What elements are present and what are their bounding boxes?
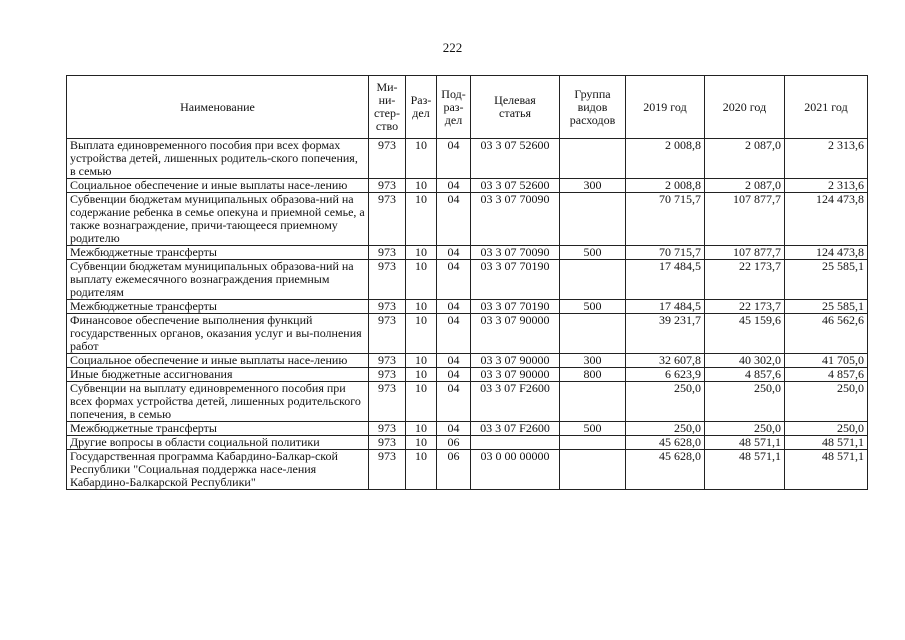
table-row — [67, 422, 868, 436]
cell-ministry: 973 — [369, 354, 406, 368]
cell-section: 10 — [406, 193, 437, 246]
cell-2019: 70 715,7 — [626, 246, 705, 260]
column-header-2020: 2020 год — [705, 76, 785, 139]
cell-subsection: 04 — [437, 193, 471, 246]
cell-name: Иные бюджетные ассигнования — [67, 368, 369, 382]
cell-expense-group: 500 — [560, 422, 626, 436]
cell-subsection: 04 — [437, 368, 471, 382]
cell-2019: 6 623,9 — [626, 368, 705, 382]
cell-section: 10 — [406, 368, 437, 382]
cell-subsection: 04 — [437, 354, 471, 368]
cell-expense-group — [560, 450, 626, 490]
cell-expense-group: 500 — [560, 300, 626, 314]
cell-subsection: 04 — [437, 260, 471, 300]
cell-name: Субвенции на выплату единовременного пособия при всех формах устройства детей, лишенных родительского попечения, в семью — [67, 382, 369, 422]
table-row — [67, 260, 868, 300]
cell-2019: 17 484,5 — [626, 260, 705, 300]
cell-2020: 22 173,7 — [705, 300, 785, 314]
cell-2021: 250,0 — [785, 382, 868, 422]
cell-ministry: 973 — [369, 179, 406, 193]
cell-2019: 250,0 — [626, 382, 705, 422]
page-number: 222 — [442, 40, 463, 55]
table-row — [67, 354, 868, 368]
cell-ministry: 973 — [369, 450, 406, 490]
cell-expense-group — [560, 260, 626, 300]
cell-ministry: 973 — [369, 300, 406, 314]
table-row — [67, 246, 868, 260]
cell-2019: 32 607,8 — [626, 354, 705, 368]
cell-target-article: 03 3 07 90000 — [471, 314, 560, 354]
cell-subsection: 04 — [437, 422, 471, 436]
column-header-group: Группа видов расходов — [560, 76, 626, 139]
column-header-subsection: Под- раз- дел — [437, 76, 471, 139]
cell-2021: 124 473,8 — [785, 246, 868, 260]
cell-expense-group: 800 — [560, 368, 626, 382]
cell-subsection: 04 — [437, 246, 471, 260]
cell-name: Субвенции бюджетам муниципальных образова-ний на выплату ежемесячного вознаграждения приемным родителям — [67, 260, 369, 300]
cell-2021: 2 313,6 — [785, 179, 868, 193]
cell-name: Межбюджетные трансферты — [67, 300, 369, 314]
cell-section: 10 — [406, 450, 437, 490]
table-row — [67, 193, 868, 246]
cell-2019: 2 008,8 — [626, 179, 705, 193]
cell-section: 10 — [406, 246, 437, 260]
cell-2019: 39 231,7 — [626, 314, 705, 354]
column-header-2019: 2019 год — [626, 76, 705, 139]
column-header-target: Целевая статья — [471, 76, 560, 139]
cell-2019: 45 628,0 — [626, 436, 705, 450]
cell-2020: 40 302,0 — [705, 354, 785, 368]
table-row — [67, 300, 868, 314]
cell-expense-group — [560, 193, 626, 246]
cell-target-article: 03 3 07 52600 — [471, 179, 560, 193]
cell-target-article — [471, 436, 560, 450]
cell-target-article: 03 3 07 70190 — [471, 300, 560, 314]
cell-section: 10 — [406, 436, 437, 450]
cell-2020: 48 571,1 — [705, 450, 785, 490]
cell-expense-group: 500 — [560, 246, 626, 260]
table-body — [67, 139, 868, 490]
cell-target-article: 03 3 07 70090 — [471, 193, 560, 246]
cell-2021: 2 313,6 — [785, 139, 868, 179]
cell-subsection: 04 — [437, 314, 471, 354]
cell-subsection: 04 — [437, 139, 471, 179]
cell-2020: 107 877,7 — [705, 246, 785, 260]
cell-name: Социальное обеспечение и иные выплаты насе-лению — [67, 179, 369, 193]
cell-2019: 2 008,8 — [626, 139, 705, 179]
column-header-ministry: Ми- ни- стер- ство — [369, 76, 406, 139]
cell-2019: 70 715,7 — [626, 193, 705, 246]
cell-section: 10 — [406, 314, 437, 354]
cell-subsection: 06 — [437, 450, 471, 490]
cell-2021: 48 571,1 — [785, 436, 868, 450]
column-header-name: Наименование — [67, 76, 369, 139]
cell-section: 10 — [406, 300, 437, 314]
column-header-2021: 2021 год — [785, 76, 868, 139]
cell-2021: 25 585,1 — [785, 300, 868, 314]
cell-2019: 45 628,0 — [626, 450, 705, 490]
cell-2020: 48 571,1 — [705, 436, 785, 450]
cell-target-article: 03 3 07 70190 — [471, 260, 560, 300]
cell-target-article: 03 3 07 F2600 — [471, 382, 560, 422]
cell-expense-group — [560, 382, 626, 422]
cell-ministry: 973 — [369, 368, 406, 382]
cell-2021: 250,0 — [785, 422, 868, 436]
cell-expense-group — [560, 314, 626, 354]
cell-section: 10 — [406, 179, 437, 193]
cell-target-article: 03 3 07 52600 — [471, 139, 560, 179]
cell-subsection: 06 — [437, 436, 471, 450]
cell-target-article: 03 3 07 90000 — [471, 354, 560, 368]
cell-ministry: 973 — [369, 246, 406, 260]
cell-2021: 4 857,6 — [785, 368, 868, 382]
cell-2020: 2 087,0 — [705, 139, 785, 179]
cell-ministry: 973 — [369, 314, 406, 354]
cell-ministry: 973 — [369, 422, 406, 436]
cell-name: Финансовое обеспечение выполнения функций государственных органов, оказания услуг и вы-полнения работ — [67, 314, 369, 354]
cell-ministry: 973 — [369, 382, 406, 422]
cell-target-article: 03 3 07 70090 — [471, 246, 560, 260]
cell-2020: 22 173,7 — [705, 260, 785, 300]
budget-table — [66, 75, 868, 490]
table-row — [67, 314, 868, 354]
cell-2021: 124 473,8 — [785, 193, 868, 246]
cell-section: 10 — [406, 260, 437, 300]
cell-2019: 250,0 — [626, 422, 705, 436]
cell-subsection: 04 — [437, 382, 471, 422]
cell-2020: 4 857,6 — [705, 368, 785, 382]
cell-section: 10 — [406, 382, 437, 422]
table-row — [67, 436, 868, 450]
table-row — [67, 139, 868, 179]
cell-ministry: 973 — [369, 260, 406, 300]
column-header-section: Раз- дел — [406, 76, 437, 139]
cell-target-article: 03 3 07 90000 — [471, 368, 560, 382]
cell-section: 10 — [406, 139, 437, 179]
cell-ministry: 973 — [369, 436, 406, 450]
cell-expense-group: 300 — [560, 354, 626, 368]
cell-ministry: 973 — [369, 193, 406, 246]
cell-2019: 17 484,5 — [626, 300, 705, 314]
cell-expense-group — [560, 436, 626, 450]
cell-section: 10 — [406, 354, 437, 368]
cell-2021: 25 585,1 — [785, 260, 868, 300]
table-row — [67, 179, 868, 193]
cell-name: Межбюджетные трансферты — [67, 422, 369, 436]
cell-name: Другие вопросы в области социальной политики — [67, 436, 369, 450]
cell-name: Выплата единовременного пособия при всех формах устройства детей, лишенных родитель-ского попечения, в семью — [67, 139, 369, 179]
cell-ministry: 973 — [369, 139, 406, 179]
cell-subsection: 04 — [437, 300, 471, 314]
header-row — [67, 76, 868, 139]
table-row — [67, 450, 868, 490]
cell-2020: 45 159,6 — [705, 314, 785, 354]
cell-name: Социальное обеспечение и иные выплаты насе-лению — [67, 354, 369, 368]
cell-expense-group — [560, 139, 626, 179]
cell-section: 10 — [406, 422, 437, 436]
cell-expense-group: 300 — [560, 179, 626, 193]
cell-2021: 46 562,6 — [785, 314, 868, 354]
table-row — [67, 382, 868, 422]
cell-name: Межбюджетные трансферты — [67, 246, 369, 260]
cell-2020: 2 087,0 — [705, 179, 785, 193]
cell-subsection: 04 — [437, 179, 471, 193]
cell-2021: 41 705,0 — [785, 354, 868, 368]
cell-target-article: 03 3 07 F2600 — [471, 422, 560, 436]
cell-name: Государственная программа Кабардино-Балкар-ской Республики "Социальная поддержка насе-ления Кабардино-Балкарской Республики" — [67, 450, 369, 490]
cell-name: Субвенции бюджетам муниципальных образова-ний на содержание ребенка в семье опекуна и приемной семье, а также вознаграждение, причи-тающееся приемному родителю — [67, 193, 369, 246]
cell-2020: 107 877,7 — [705, 193, 785, 246]
cell-2021: 48 571,1 — [785, 450, 868, 490]
cell-2020: 250,0 — [705, 422, 785, 436]
table-row — [67, 368, 868, 382]
cell-target-article: 03 0 00 00000 — [471, 450, 560, 490]
cell-2020: 250,0 — [705, 382, 785, 422]
